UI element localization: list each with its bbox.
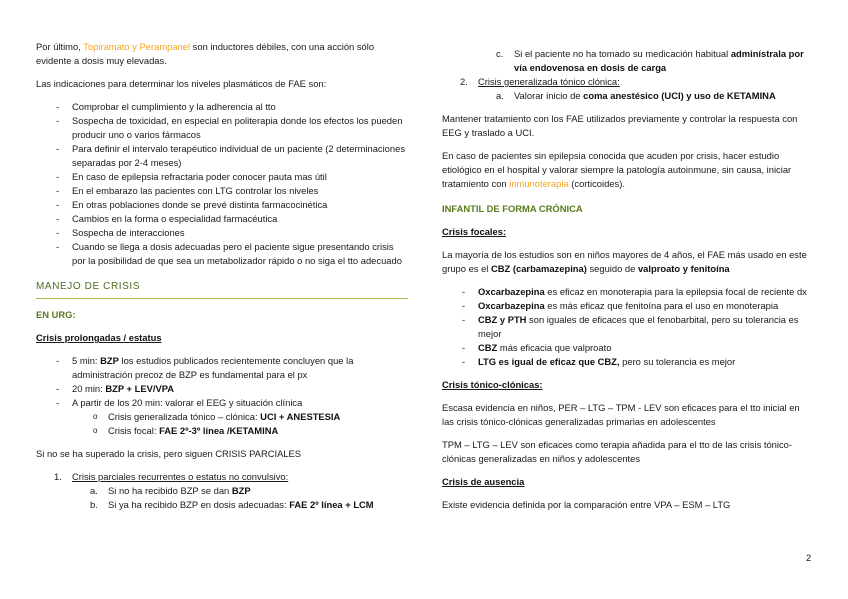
list-item: - Oxcarbazepina es más eficaz que fenitoína para el uso en monoterapia xyxy=(442,299,812,313)
absence-paragraph: Existe evidencia definida por la comparación entre VPA – ESM – LTG xyxy=(442,499,731,510)
prolonged-list xyxy=(36,354,408,410)
list-item: - Cuando se llega a dosis adecuadas pero el paciente sigue presentando crisis por la posibilidad de que sea un metabolizador rápido o no siga el tto adecuado xyxy=(36,240,408,268)
list-item: - Sospecha de toxicidad, en especial en politerapia donde los efectos los pueden producir uno o varios fármacos xyxy=(36,114,408,142)
list-item: - En caso de epilepsia refractaria poder conocer pauta mas útil xyxy=(36,170,408,184)
list-item: - A partir de los 20 min: valorar el EEG y situación clínica xyxy=(36,396,408,410)
list-item: - En otras poblaciones donde se prevé distinta farmacocinética xyxy=(36,198,408,212)
numbered-item-1: 1. Crisis parciales recurrentes o estatus no convulsivo: xyxy=(54,471,289,482)
partial-crisis-text: Si no se ha superado la crisis, pero siguen CRISIS PARCIALES xyxy=(36,448,302,459)
page-number: 2 xyxy=(806,552,812,563)
focal-heading: Crisis focales: xyxy=(442,226,507,237)
tonic-clonic-paragraph-1: Escasa evidencia en niños, PER – LTG – TPM - LEV son eficaces para el tto inicial en las crisis tónico-clónicas generalizadas primarias en adolescentes xyxy=(442,402,800,427)
list-item: - 5 min: BZP los estudios publicados recientemente concluyen que la administración precoz de BZP es fundamental para el px xyxy=(36,354,408,382)
prolonged-heading: Crisis prolongadas / estatus xyxy=(36,332,162,343)
list-item: o Crisis generalizada tónico – clónica: UCI + ANESTESIA xyxy=(108,410,408,424)
absence-heading: Crisis de ausencia xyxy=(442,476,525,487)
list-item: - CBZ más eficacia que valproato xyxy=(442,341,812,355)
levels-intro: Las indicaciones para determinar los niveles plasmáticos de FAE son: xyxy=(36,78,327,89)
right-column xyxy=(442,47,812,512)
focal-list xyxy=(442,285,812,369)
sub-item-a: a. Si no ha recibido BZP se dan BZP xyxy=(90,485,251,496)
highlight-topiramato: Topiramato y Perampanel xyxy=(83,41,191,52)
tonic-clonic-heading: Crisis tónico-clónicas: xyxy=(442,379,543,390)
left-column xyxy=(36,40,408,512)
highlight-inmunoterapia: inmunoterapia xyxy=(509,178,569,189)
sub-item-b: b. Si ya ha recibido BZP en dosis adecuadas: FAE 2º línea + LCM xyxy=(90,499,374,510)
list-item: - LTG es igual de eficaz que CBZ, pero su tolerancia es mejor xyxy=(442,355,812,369)
list-item: - Cambios en la forma o especialidad farmacéutica xyxy=(36,212,408,226)
list-item: - Oxcarbazepina es eficaz en monoterapia para la epilepsia focal de reciente dx xyxy=(442,285,812,299)
list-item: - CBZ y PTH son iguales de eficaces que el fenobarbital, pero su tolerancia es mejor xyxy=(442,313,812,341)
intro-paragraph: Por último, Topiramato y Perampanel son inductores débiles, con una acción sólo evidente a dosis muy elevadas. xyxy=(36,41,375,66)
list-item: - Para definir el intervalo terapéutico individual de un paciente (2 determinaciones separadas por 2-4 meses) xyxy=(36,142,408,170)
sub-item-2a: a. Valorar inicio de coma anestésico (UCI) y uso de KETAMINA xyxy=(496,90,776,101)
numbered-item-2: 2. Crisis generalizada tónico clónica: xyxy=(460,76,620,87)
focal-paragraph: La mayoría de los estudios son en niños mayores de 4 años, el FAE más usado en este grupo es el CBZ (carbamazepina) seguido de valproato y fenitoína xyxy=(442,249,807,274)
list-item: - 20 min: BZP + LEV/VPA xyxy=(36,382,408,396)
list-item: o Crisis focal: FAE 2º-3º línea /KETAMINA xyxy=(108,424,408,438)
tonic-clonic-paragraph-2: TPM – LTG – LEV son eficaces como terapia añadida para el tto de las crisis tónico-clónicas generalizadas en niños y adolescentes xyxy=(442,439,792,464)
list-item: - Sospecha de interacciones xyxy=(36,226,408,240)
maintain-paragraph: Mantener tratamiento con los FAE utilizados previamente y controlar la respuesta con EEG y traslado a UCI. xyxy=(442,113,798,138)
prolonged-sublist xyxy=(36,410,408,438)
list-item: - Comprobar el cumplimiento y la adherencia al tto xyxy=(36,100,408,114)
list-item: - En el embarazo las pacientes con LTG controlar los niveles xyxy=(36,184,408,198)
urg-heading: EN URG: xyxy=(36,309,76,320)
no-epilepsy-paragraph: En caso de pacientes sin epilepsia conocida que acuden por crisis, hacer estudio etiológico en el hospital y valorar siempre la patología autoinmune, sin causa, iniciar tratamiento con inmunoterapia (corticoides). xyxy=(442,150,792,189)
infantil-heading: INFANTIL DE FORMA CRÓNICA xyxy=(442,203,583,214)
section-heading-manejo: MANEJO DE CRISIS xyxy=(36,280,408,299)
levels-list xyxy=(36,100,408,268)
sub-item-c: c. Si el paciente no ha tomado su medicación habitual adminístrala por vía endovenosa en dosis de carga xyxy=(496,48,804,73)
